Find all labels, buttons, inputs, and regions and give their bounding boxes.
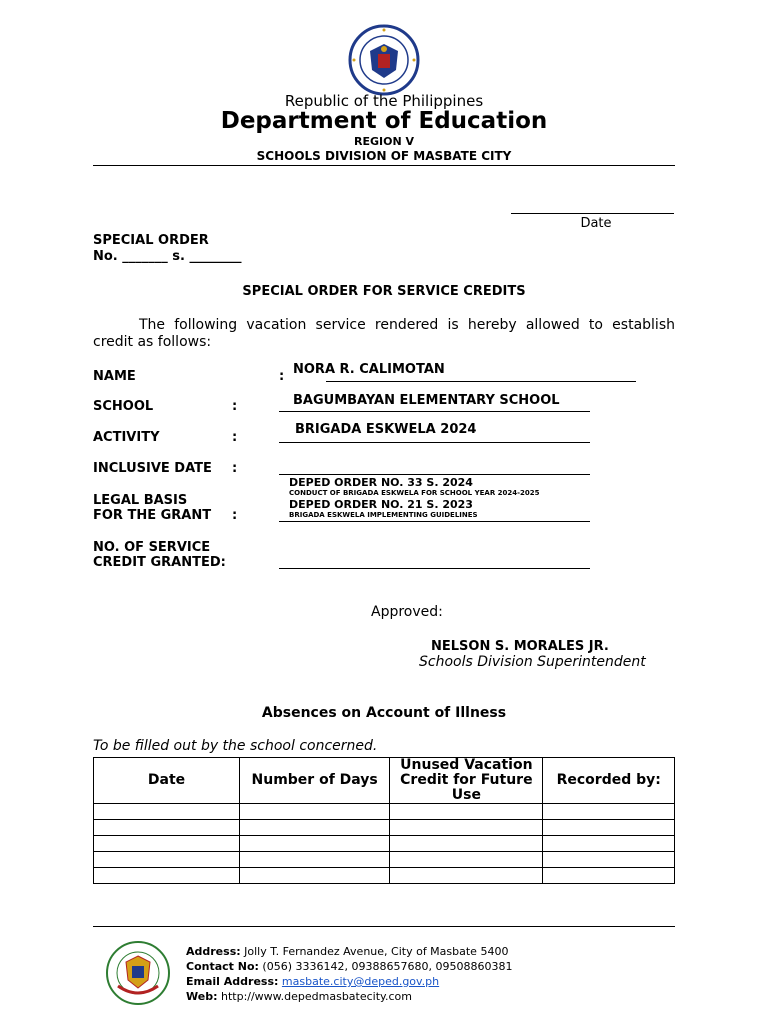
table-row xyxy=(94,820,675,836)
name-line xyxy=(326,381,636,382)
legal-basis-sub-1: CONDUCT OF BRIGADA ESKWELA FOR SCHOOL YEAR 2024-2025 xyxy=(289,489,540,497)
footer-address-line xyxy=(186,945,508,958)
table-cell[interactable] xyxy=(94,836,240,852)
table-cell[interactable] xyxy=(240,852,390,868)
table-cell[interactable] xyxy=(94,820,240,836)
special-order-title: SPECIAL ORDER xyxy=(93,233,209,248)
legal-basis-label-2: FOR THE GRANT xyxy=(93,508,212,523)
name-colon: : xyxy=(279,369,285,384)
address-value: Jolly T. Fernandez Avenue, City of Masbate 5400 xyxy=(244,945,509,958)
address-label: Address: xyxy=(186,945,241,958)
republic-line: Republic of the Philippines xyxy=(284,92,484,110)
date-line xyxy=(511,213,674,214)
activity-value: BRIGADA ESKWELA 2024 xyxy=(295,422,477,437)
table-cell[interactable] xyxy=(543,852,675,868)
service-credit-label-2: CREDIT GRANTED: xyxy=(93,555,226,570)
web-value[interactable]: http://www.depedmasbatecity.com xyxy=(220,990,412,1003)
table-cell[interactable] xyxy=(240,836,390,852)
legal-basis-value-2: DEPED ORDER NO. 21 S. 2023 xyxy=(289,498,473,511)
school-colon: : xyxy=(232,399,238,414)
signatory-name: NELSON S. MORALES JR. xyxy=(431,639,609,654)
activity-line xyxy=(279,442,590,443)
footer-email-line xyxy=(186,975,439,988)
table-row xyxy=(94,836,675,852)
document-title: SPECIAL ORDER FOR SERVICE CREDITS xyxy=(242,284,526,299)
table-cell[interactable] xyxy=(390,868,543,884)
region-line: REGION V xyxy=(353,135,414,148)
legal-basis-line xyxy=(279,521,590,522)
table-cell[interactable] xyxy=(543,820,675,836)
table-cell[interactable] xyxy=(240,868,390,884)
date-label: Date xyxy=(580,216,612,231)
legal-basis-label-1: LEGAL BASIS xyxy=(93,493,188,508)
activity-colon: : xyxy=(232,430,238,445)
table-cell[interactable] xyxy=(390,804,543,820)
table-row xyxy=(94,852,675,868)
table-cell[interactable] xyxy=(94,868,240,884)
legal-basis-sub-2: BRIGADA ESKWELA IMPLEMENTING GUIDELINES xyxy=(289,511,478,519)
intro-paragraph: The following vacation service rendered is hereby allowed to establish credit as follows: xyxy=(93,317,675,350)
table-cell[interactable] xyxy=(543,804,675,820)
division-line: SCHOOLS DIVISION OF MASBATE CITY xyxy=(256,149,512,163)
legal-basis-value-1: DEPED ORDER NO. 33 S. 2024 xyxy=(289,476,473,489)
contact-label: Contact No: xyxy=(186,960,259,973)
name-label: NAME xyxy=(93,369,136,384)
absences-note: To be filled out by the school concerned. xyxy=(93,738,378,754)
inclusive-date-line xyxy=(279,474,590,475)
absences-title: Absences on Account of Illness xyxy=(261,705,507,721)
school-value: BAGUMBAYAN ELEMENTARY SCHOOL xyxy=(293,393,560,408)
table-cell[interactable] xyxy=(240,804,390,820)
column-header-unused-vacation-credit: Unused Vacation Credit for Future Use xyxy=(390,758,543,804)
table-cell[interactable] xyxy=(390,820,543,836)
table-cell[interactable] xyxy=(240,820,390,836)
absences-table-header xyxy=(94,758,675,804)
footer-contact-line xyxy=(186,960,512,973)
table-cell[interactable] xyxy=(543,836,675,852)
school-line xyxy=(279,411,590,412)
name-value: NORA R. CALIMOTAN xyxy=(293,362,445,377)
absences-table xyxy=(93,757,675,884)
email-label: Email Address: xyxy=(186,975,279,988)
column-header-recorded-by: Recorded by: xyxy=(543,758,675,804)
web-label: Web: xyxy=(186,990,218,1003)
activity-label: ACTIVITY xyxy=(93,430,160,445)
table-row xyxy=(94,804,675,820)
signatory-title: Schools Division Superintendent xyxy=(419,654,646,670)
table-cell[interactable] xyxy=(94,852,240,868)
email-link[interactable]: masbate.city@deped.gov.ph xyxy=(281,975,440,988)
inclusive-date-label: INCLUSIVE DATE xyxy=(93,461,212,476)
school-label: SCHOOL xyxy=(93,399,154,414)
header-divider xyxy=(93,165,675,166)
legal-basis-colon: : xyxy=(232,508,238,523)
approved-label: Approved: xyxy=(371,604,443,620)
footer-web-line xyxy=(186,990,412,1003)
table-cell[interactable] xyxy=(390,836,543,852)
special-order-number: No. _______ s. ________ xyxy=(93,249,242,264)
service-credit-line xyxy=(279,568,590,569)
footer-divider xyxy=(93,926,675,927)
table-cell[interactable] xyxy=(543,868,675,884)
table-row xyxy=(94,868,675,884)
column-header-number-of-days: Number of Days xyxy=(240,758,390,804)
table-cell[interactable] xyxy=(390,852,543,868)
department-title: Department of Education xyxy=(220,108,548,134)
contact-value: (056) 3336142, 09388657680, 09508860381 xyxy=(262,960,513,973)
division-logo xyxy=(104,940,172,1006)
deped-seal-logo xyxy=(348,24,420,96)
column-header-date: Date xyxy=(94,758,240,804)
inclusive-date-colon: : xyxy=(232,461,238,476)
table-cell[interactable] xyxy=(94,804,240,820)
service-credit-label-1: NO. OF SERVICE xyxy=(93,540,211,555)
